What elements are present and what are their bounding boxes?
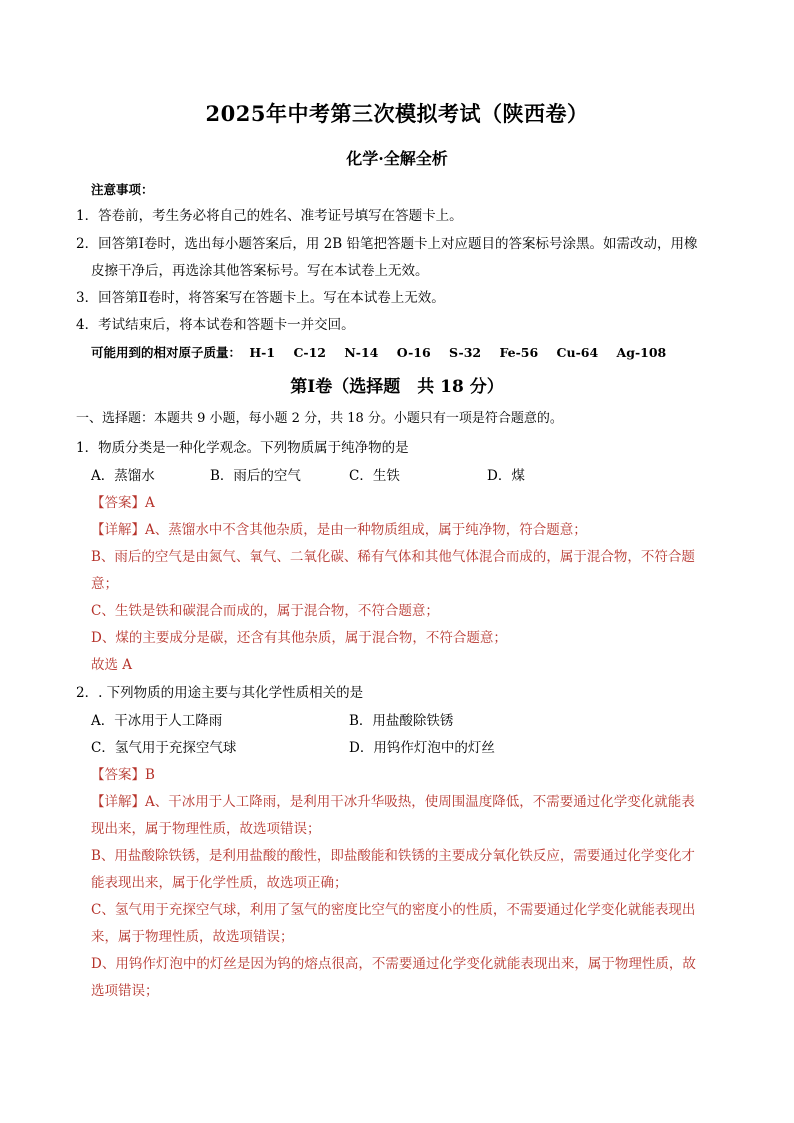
q2-analysis-line: B、用盐酸除铁锈，是利用盐酸的酸性，即盐酸能和铁锈的主要成分氧化铁反应，需要通过化学变化才 [91,848,695,864]
q2-option-a: A．干冰用于人工降雨 [91,713,223,729]
q1-analysis-line: C、生铁是铁和碳混合而成的，属于混合物，不符合题意； [91,603,439,619]
atomic-mass-item: Ag-108 [616,345,667,360]
q2-option-c: C．氢气用于充探空气球 [91,740,237,756]
q1-analysis-line: 意； [91,576,118,592]
q2-answer: 【答案】B [91,767,155,783]
notice-item-3: 3．回答第Ⅱ卷时，将答案写在答题卡上。写在本试卷上无效。 [76,290,445,306]
q1-option-c: C．生铁 [349,468,400,484]
notice-item-1: 1．答卷前，考生务必将自己的姓名、准考证号填写在答题卡上。 [76,208,463,224]
q1-stem: 1．物质分类是一种化学观念。下列物质属于纯净物的是 [76,440,409,456]
q2-stem: 2．. 下列物质的用途主要与其化学性质相关的是 [76,685,364,701]
notice-item-2-cont: 皮擦干净后，再选涂其他答案标号。写在本试卷上无效。 [91,263,429,279]
q2-analysis-line: 现出来，属于物理性质，故选项错误； [91,821,321,837]
notice-item-4: 4．考试结束后，将本试卷和答题卡一并交回。 [76,317,355,333]
q1-option-b: B．雨后的空气 [210,468,301,484]
q2-analysis-line: 来，属于物理性质，故选项错误； [91,929,294,945]
q2-analysis-line: C、氢气用于充探空气球，利用了氢气的密度比空气的密度小的性质，不需要通过化学变化就能表现出 [91,902,696,918]
section-instruction: 一、选择题：本题共 9 小题，每小题 2 分，共 18 分。小题只有一项是符合题意的。 [76,411,563,426]
atomic-masses-label: 可能用到的相对原子质量： [91,345,242,360]
atomic-mass-item: S-32 [449,345,482,360]
q2-option-b: B．用盐酸除铁锈 [349,713,454,729]
atomic-mass-item: N-14 [344,345,379,360]
q1-conclusion: 故选 A [91,657,133,673]
q1-option-d: D．煤 [487,468,525,484]
q1-answer: 【答案】A [91,495,155,511]
atomic-masses [91,343,680,361]
notice-heading: 注意事项： [91,182,154,197]
q1-analysis-line: 【详解】A、蒸馏水中不含其他杂质，是由一种物质组成，属于纯净物，符合题意； [91,522,587,538]
q2-analysis-line: D、用钨作灯泡中的灯丝是因为钨的熔点很高，不需要通过化学变化就能表现出来，属于物理性质，故 [91,956,696,972]
q2-analysis-line: 选项错误； [91,983,159,999]
q1-option-a: A．蒸馏水 [91,468,155,484]
page-title: 2025年中考第三次模拟考试（陕西卷） [205,101,589,126]
atomic-mass-item: Cu-64 [556,345,599,360]
q1-analysis-line: B、雨后的空气是由氮气、氧气、二氧化碳、稀有气体和其他气体混合而成的，属于混合物，不符合题 [91,549,695,565]
notice-item-2: 2．回答第Ⅰ卷时，选出每小题答案后，用 2B 铅笔把答题卡上对应题目的答案标号涂黑。如需改动，用橡 [76,236,698,252]
q2-analysis-line: 能表现出来，属于化学性质，故选项正确； [91,875,348,891]
q2-option-d: D．用钨作灯泡中的灯丝 [349,740,495,756]
page-subtitle: 化学·全解全析 [346,149,448,168]
atomic-mass-item: O-16 [396,345,431,360]
q1-analysis-line: D、煤的主要成分是碳，还含有其他杂质，属于混合物，不符合题意； [91,630,507,646]
atomic-mass-item: H-1 [249,345,276,360]
section-title: 第Ⅰ卷（选择题 共 18 分） [290,377,504,397]
atomic-mass-item: Fe-56 [499,345,539,360]
atomic-mass-item: C-12 [293,345,326,360]
q2-analysis-line: 【详解】A、干冰用于人工降雨，是利用干冰升华吸热，使周围温度降低，不需要通过化学变化就能表 [91,794,695,810]
